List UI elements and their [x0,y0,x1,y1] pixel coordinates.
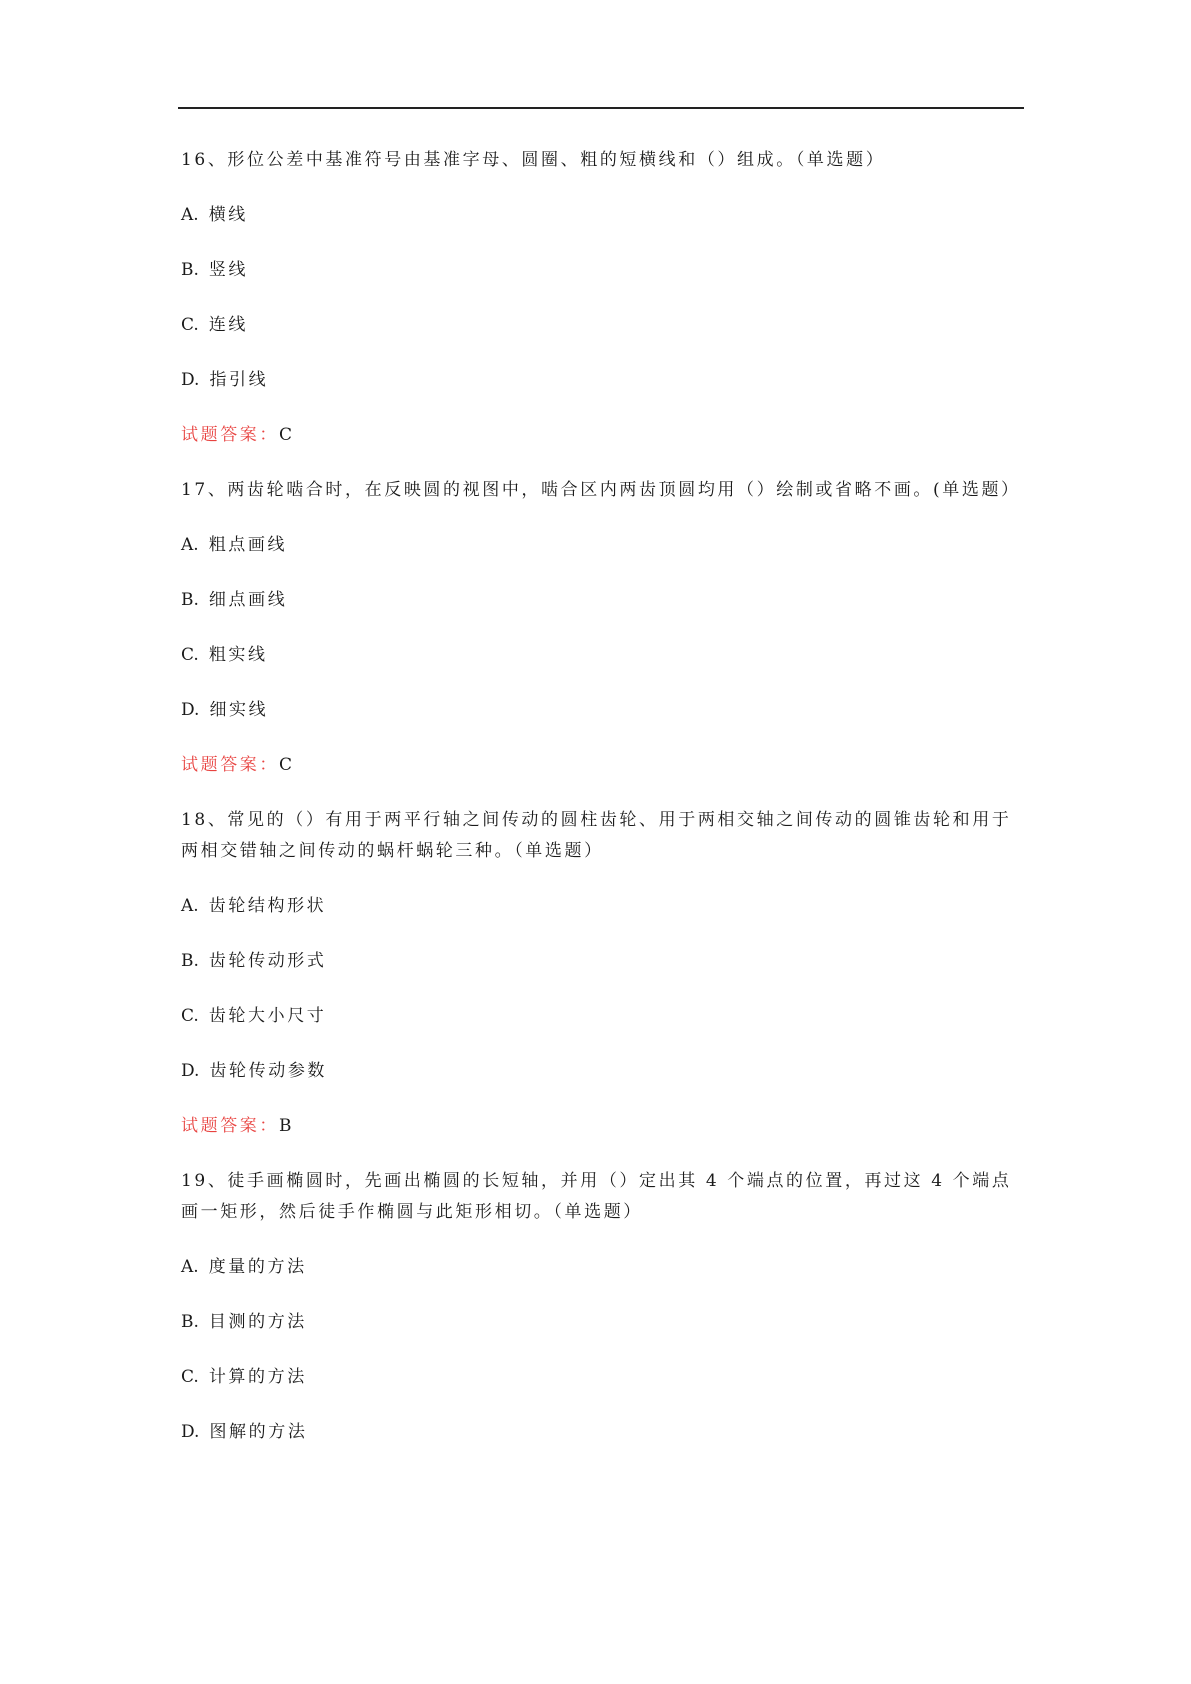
option-letter: A. [181,1257,199,1277]
option-text: 连线 [208,315,249,335]
header-rule [178,107,1024,109]
question-text: 18、常见的（）有用于两平行轴之间传动的圆柱齿轮、用于两相交轴之间传动的圆锥齿轮和用于两相交错轴之间传动的蜗杆蜗轮三种。（单选题） [181,810,1012,861]
option-text: 齿轮结构形状 [208,896,327,916]
option-letter: B. [181,951,199,971]
option-a [181,891,1027,922]
option-text: 度量的方法 [208,1257,307,1277]
option-letter: C. [181,645,199,665]
option-letter: A. [181,896,199,916]
option-letter: C. [181,1367,199,1387]
option-letter: B. [181,1312,199,1332]
option-letter: D. [181,700,200,720]
answer-value: C [279,425,293,445]
option-c [181,1362,1027,1393]
option-d [181,365,1027,396]
option-letter: B. [181,590,199,610]
option-d [181,1417,1027,1448]
option-b [181,946,1027,977]
option-b [181,255,1027,286]
option-letter: C. [181,315,199,335]
answer-line [181,750,1027,781]
option-text: 计算的方法 [208,1367,307,1387]
question-17 [181,475,1027,781]
option-d [181,695,1027,726]
option-letter: D. [181,1422,200,1442]
option-text: 齿轮大小尺寸 [208,1006,327,1026]
option-b [181,585,1027,616]
option-b [181,1307,1027,1338]
question-16 [181,145,1027,451]
question-19 [181,1166,1027,1448]
option-c [181,1001,1027,1032]
document-body [181,145,1027,1448]
answer-line [181,1111,1027,1142]
option-text: 粗点画线 [208,535,288,555]
option-d [181,1056,1027,1087]
option-text: 横线 [208,205,248,225]
option-letter: D. [181,370,200,390]
option-c [181,310,1027,341]
answer-value: B [279,1116,292,1136]
question-text: 19、徒手画椭圆时，先画出椭圆的长短轴，并用（）定出其 4 个端点的位置，再过这 4 个端点画一矩形，然后徒手作椭圆与此矩形相切。（单选题） [181,1171,1012,1222]
option-letter: B. [181,260,199,280]
option-letter: A. [181,535,199,555]
option-text: 齿轮传动参数 [209,1061,328,1081]
answer-value: C [279,755,293,775]
option-letter: D. [181,1061,200,1081]
option-c [181,640,1027,671]
option-letter: A. [181,205,199,225]
option-a [181,1252,1027,1283]
answer-label: 试题答案： [181,1116,279,1136]
option-letter: C. [181,1006,199,1026]
answer-label: 试题答案： [181,755,279,775]
question-text: 16、形位公差中基准符号由基准字母、圆圈、粗的短横线和（）组成。（单选题） [181,150,886,170]
question-18 [181,805,1027,1142]
answer-label: 试题答案： [181,425,279,445]
option-text: 指引线 [209,370,269,390]
option-text: 细实线 [209,700,269,720]
question-text: 17、两齿轮啮合时，在反映圆的视图中，啮合区内两齿顶圆均用（）绘制或省略不画。(单选题） [181,480,1021,500]
answer-line [181,420,1027,451]
option-text: 目测的方法 [208,1312,307,1332]
option-a [181,200,1027,231]
option-text: 细点画线 [208,590,288,610]
option-a [181,530,1027,561]
option-text: 齿轮传动形式 [208,951,327,971]
option-text: 粗实线 [208,645,268,665]
option-text: 竖线 [208,260,249,280]
option-text: 图解的方法 [209,1422,308,1442]
